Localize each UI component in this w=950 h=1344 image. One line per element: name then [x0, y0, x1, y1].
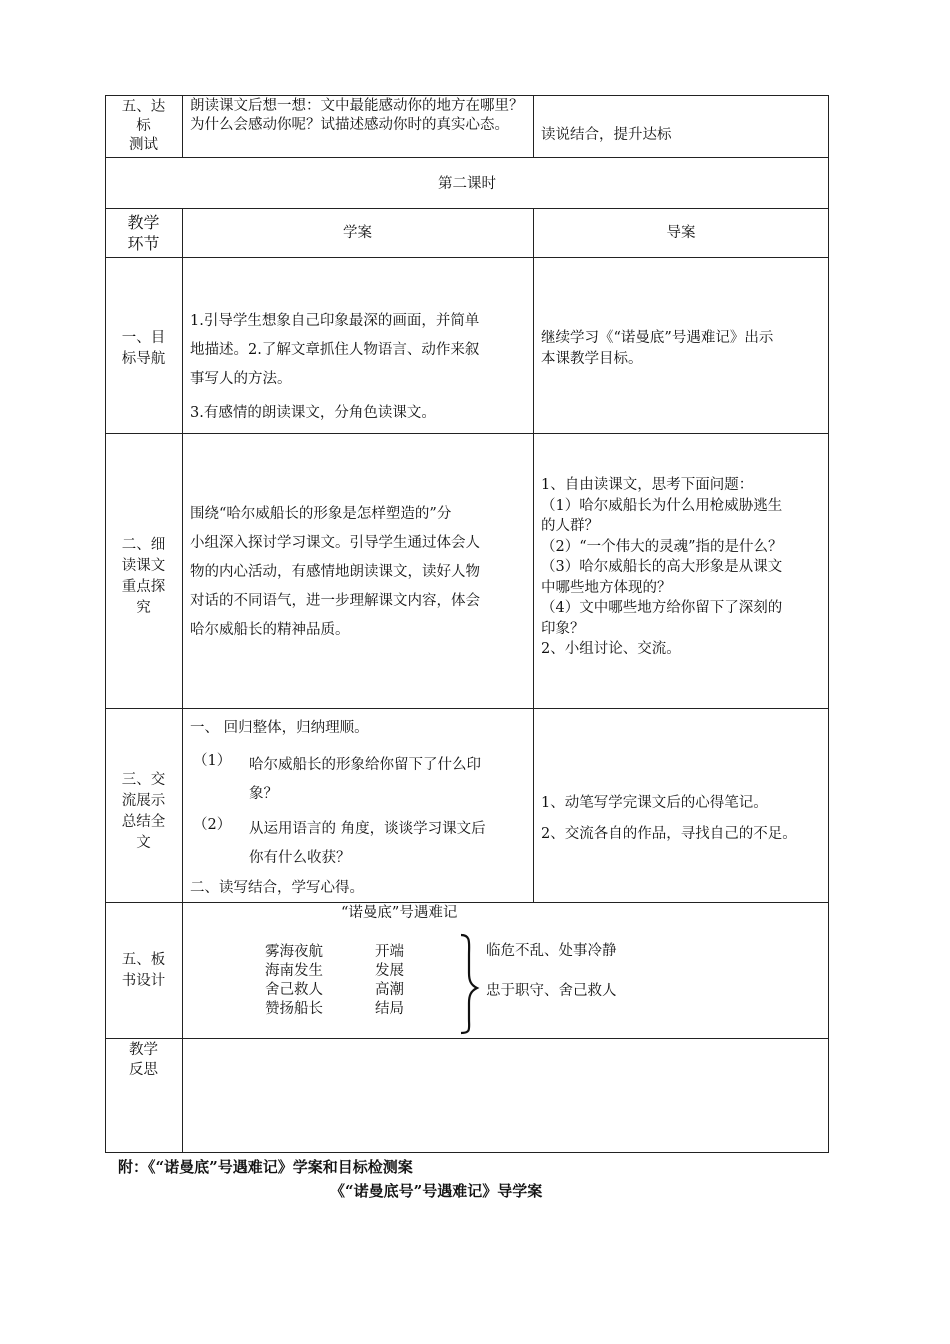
text-line: 印象？ — [541, 620, 585, 637]
board-event: 舍己救人 — [265, 982, 323, 998]
label-line: 文 — [136, 835, 151, 851]
board-stage: 开端 — [375, 944, 404, 960]
label-line: 测试 — [129, 137, 158, 153]
label-line: 三、交 — [121, 772, 166, 788]
header-col-daoan: 导案 — [666, 225, 696, 241]
label-line: 究 — [136, 600, 151, 616]
board-stages — [375, 943, 435, 1019]
row-divider — [105, 257, 829, 258]
lesson-plan-table — [105, 95, 829, 1153]
board-summary-1: 临危不乱、处事冷静 — [486, 943, 617, 959]
board-stage: 结局 — [375, 1001, 404, 1017]
label-line: 一、目 — [121, 330, 166, 346]
col-divider — [533, 208, 534, 902]
col-divider — [182, 95, 183, 157]
text-line: 中哪些地方体现的？ — [541, 579, 672, 596]
text-line: 对话的不同语气，进一步理解课文内容，体会 — [190, 593, 480, 609]
row-divider — [105, 1038, 829, 1039]
label-line: 标导航 — [121, 351, 166, 367]
row-divider — [105, 208, 829, 209]
row3-q2 — [249, 815, 529, 873]
text-line: 哈尔威船长的形象给你留下了什么印 — [249, 757, 481, 773]
label-line: 流展示 — [121, 793, 166, 809]
text-line: 事写人的方法。 — [190, 371, 292, 387]
section-title: 第二课时 — [438, 176, 496, 192]
curly-brace-icon — [457, 933, 481, 1035]
text-line: 1.引导学生想象自己印象最深的画面，并简单 — [190, 313, 480, 329]
row2-xuean — [190, 500, 530, 645]
row-divider — [105, 708, 829, 709]
text-line: 2、交流各自的作品，寻找自己的不足。 — [541, 826, 797, 842]
row3-q1 — [249, 751, 529, 809]
label-line: 教学 — [129, 1042, 158, 1058]
label-line: 书设计 — [121, 973, 166, 989]
table-border-top — [105, 95, 829, 96]
row-divider — [105, 157, 829, 158]
text-line: 的人群？ — [541, 518, 599, 534]
text-line: 哈尔威船长的精神品质。 — [190, 622, 350, 638]
board-event: 雾海夜航 — [265, 944, 323, 960]
label-line: 读课文 — [121, 558, 166, 574]
label-line: 五、达 — [121, 99, 166, 115]
board-event: 赞扬船长 — [265, 1001, 323, 1017]
row2-daoan — [541, 475, 827, 660]
header-col-xuean: 学案 — [343, 225, 372, 241]
table-border-right — [828, 95, 829, 1153]
col-divider — [182, 208, 183, 1153]
row1-label — [105, 328, 182, 370]
row-goal-label — [105, 98, 182, 155]
board-event: 海南发生 — [265, 963, 323, 979]
text-line: （4）文中哪些地方给你留下了深刻的 — [541, 600, 783, 616]
row1-xuean — [190, 307, 530, 428]
row3-xuean-line1: 一、 回归整体，归纳理顺。 — [190, 720, 369, 736]
header-line: 教学 — [127, 213, 160, 232]
board-summary-2: 忠于职守、舍己救人 — [486, 983, 617, 999]
header-line: 环节 — [127, 234, 160, 253]
row-goal-daoan: 读说结合，提升达标 — [541, 127, 672, 143]
text-line: 1、动笔写学完课文后的心得笔记。 — [541, 795, 768, 811]
row3-q1-number: （1） — [193, 753, 232, 769]
label-line: 总结全 — [121, 814, 166, 830]
label-line: 标 — [136, 118, 151, 134]
board-stage: 发展 — [375, 963, 404, 979]
text-line: 本课教学目标。 — [541, 351, 643, 367]
text-line: 物的内心活动，有感情地朗读课文，读好人物 — [190, 564, 480, 580]
text-line: 象？ — [249, 786, 278, 802]
text-line: （1）哈尔威船长为什么用枪威胁逃生 — [541, 497, 783, 514]
board-stage: 高潮 — [375, 982, 404, 998]
text-line: 继续学习《“诺曼底”号遇难记》出示 — [541, 330, 774, 346]
row-divider — [105, 433, 829, 434]
row2-label — [105, 535, 182, 619]
text-line: 1、自由读课文，思考下面问题： — [541, 477, 754, 493]
text-line: 小组深入探讨学习课文。引导学生通过体会人 — [190, 535, 480, 551]
text-line: 3.有感情的朗读课文，分角色读课文。 — [190, 405, 436, 421]
text-line: 你有什么收获？ — [249, 850, 351, 866]
row5-label — [105, 1040, 182, 1080]
row3-daoan — [541, 788, 827, 850]
label-line: 二、细 — [121, 537, 166, 553]
board-events — [265, 943, 355, 1019]
text-line: （3）哈尔威船长的高大形象是从课文 — [541, 559, 783, 575]
appendix-title: 附：《“诺曼底”号遇难记》学案和目标检测案 — [118, 1158, 413, 1176]
col-divider — [533, 95, 534, 157]
label-line: 重点探 — [121, 579, 166, 595]
text-line: 围绕“哈尔威船长的形象是怎样塑造的”分 — [190, 506, 452, 522]
board-title: “诺曼底”号遇难记 — [341, 905, 458, 921]
text-line: （2）“一个伟大的灵魂”指的是什么？ — [541, 538, 783, 555]
row4-label — [105, 950, 182, 992]
text-line: 从运用语言的 角度，谈谈学习课文后 — [249, 821, 486, 837]
guide-title: 《“诺曼底号”号遇难记》导学案 — [330, 1182, 543, 1200]
row-goal-xuean: 朗读课文后想一想：文中最能感动你的地方在哪里？为什么会感动你呢？试描述感动你时的真实心态。 — [190, 98, 524, 133]
row3-label — [105, 770, 182, 854]
text-line: 2、小组讨论、交流。 — [541, 641, 681, 657]
table-border-bottom — [105, 1152, 829, 1153]
text-line: 地描述。2.了解文章抓住人物语言、动作来叙 — [190, 342, 480, 358]
row3-xuean-last: 二、读写结合，学写心得。 — [190, 880, 364, 896]
row1-daoan — [541, 328, 825, 370]
row3-q2-number: （2） — [193, 817, 232, 833]
header-col-stage — [105, 212, 182, 254]
label-line: 反思 — [129, 1062, 158, 1078]
label-line: 五、板 — [121, 952, 166, 968]
